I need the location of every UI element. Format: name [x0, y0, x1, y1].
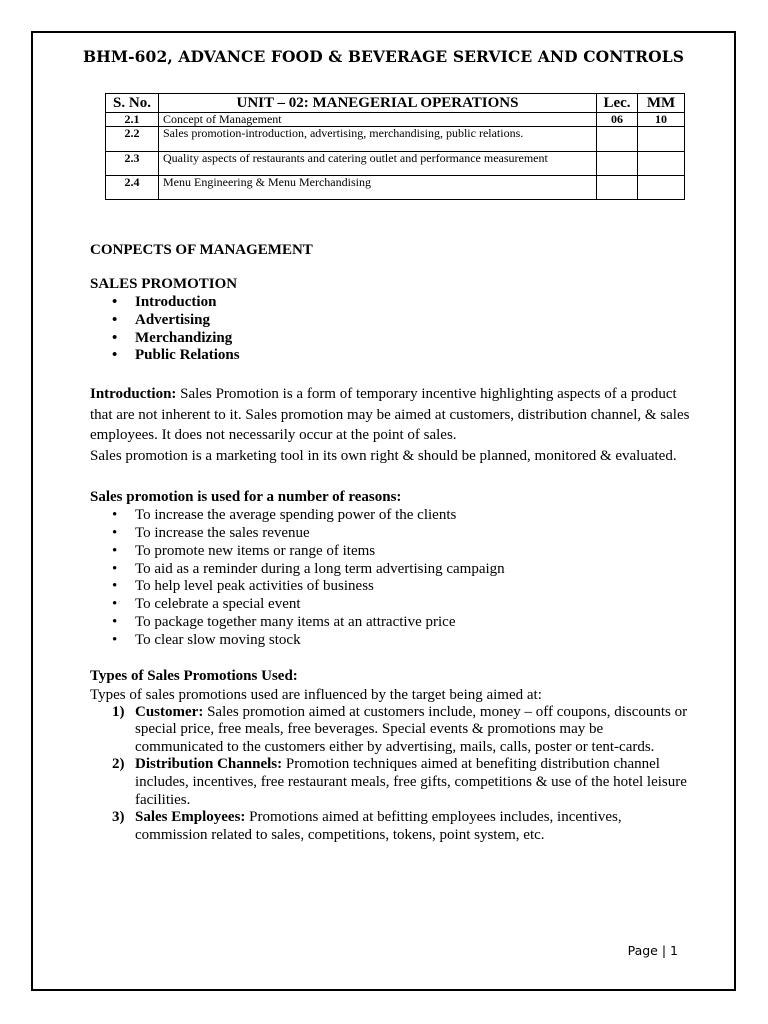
row-topic: Quality aspects of restaurants and catering outlet and performance measurement [159, 152, 597, 176]
item-label: Sales Employees: [135, 809, 246, 826]
header-sno: S. No. [106, 94, 159, 113]
item-number: 1) [112, 703, 125, 720]
table-row [106, 113, 685, 127]
list-item: • To clear slow moving stock [90, 632, 690, 650]
row-topic: Menu Engineering & Menu Merchandising [159, 176, 597, 200]
sales-promotion-heading: SALES PROMOTION [90, 276, 238, 292]
table-row [106, 127, 685, 152]
item-text: Promotion techniques aimed at benefiting distribution channel includes, incentives, free restaurant meals, free gifts, competitions & use of the hotel leisure facilities. [135, 756, 687, 808]
item-number: 2) [112, 756, 125, 773]
row-mm: 10 [638, 113, 685, 127]
list-item: • Introduction [90, 294, 690, 312]
list-item: • To aid as a reminder during a long term advertising campaign [90, 561, 690, 579]
introduction-paragraph-2: Sales promotion is a marketing tool in its own right & should be planned, monitored & evaluated. [90, 447, 677, 464]
list-item: • To increase the sales revenue [90, 525, 690, 543]
row-topic: Concept of Management [159, 113, 597, 127]
table-header-row [106, 94, 685, 113]
list-item: • Merchandizing [90, 330, 690, 348]
types-list [90, 704, 690, 845]
reasons-list [90, 507, 690, 649]
introduction-text: Sales Promotion is a form of temporary incentive highlighting aspects of a product that are not inherent to it. Sales promotion may be aimed at customers, distribution channel, & sales employees. It does not necessarily occur at the point of sales. [90, 386, 690, 444]
sales-promotion-list [90, 294, 690, 365]
list-item: • Public Relations [90, 347, 690, 365]
introduction-paragraph [90, 384, 690, 446]
list-item [90, 809, 690, 844]
row-mm [638, 176, 685, 200]
row-number: 2.4 [106, 176, 159, 200]
list-item: • To celebrate a special event [90, 596, 690, 614]
list-item: • To package together many items at an attractive price [90, 614, 690, 632]
row-lec [597, 127, 638, 152]
page-label: Page [627, 943, 658, 958]
reasons-heading: Sales promotion is used for a number of reasons: [90, 489, 402, 506]
list-item: • To help level peak activities of business [90, 578, 690, 596]
row-lec [597, 176, 638, 200]
list-item: • To promote new items or range of items [90, 543, 690, 561]
types-heading: Types of Sales Promotions Used: [90, 667, 298, 684]
row-topic: Sales promotion-introduction, advertising, merchandising, public relations. [159, 127, 597, 152]
section-heading: CONPECTS OF MANAGEMENT [90, 242, 313, 258]
header-mm: MM [638, 94, 685, 113]
row-lec [597, 152, 638, 176]
page-footer [628, 943, 678, 958]
unit-table [105, 93, 685, 200]
introduction-label: Introduction: [90, 386, 177, 403]
row-lec: 06 [597, 113, 638, 127]
item-label: Customer: [135, 703, 204, 720]
row-number: 2.1 [106, 113, 159, 127]
header-unit: UNIT – 02: MANEGERIAL OPERATIONS [159, 94, 597, 113]
row-number: 2.3 [106, 152, 159, 176]
item-text: Promotions aimed at befitting employees includes, incentives, commission related to sales, competitions, tokens, point system, etc. [135, 809, 622, 843]
list-item [90, 756, 690, 809]
item-text: Sales promotion aimed at customers include, money – off coupons, discounts or special price, free meals, free beverages. Special events & promotions may be communicated to the customers either by advertising, mails, calls, poster or tent-cards. [135, 703, 688, 755]
list-item: • Advertising [90, 312, 690, 330]
row-mm [638, 127, 685, 152]
row-mm [638, 152, 685, 176]
item-number: 3) [112, 809, 125, 826]
header-lec: Lec. [597, 94, 638, 113]
row-number: 2.2 [106, 127, 159, 152]
page-number: 1 [670, 943, 678, 958]
document-body [90, 240, 690, 844]
list-item [90, 704, 690, 757]
types-intro: Types of sales promotions used are influenced by the target being aimed at: [90, 686, 542, 703]
table-row [106, 176, 685, 200]
table-row [106, 152, 685, 176]
list-item: • To increase the average spending power of the clients [90, 507, 690, 525]
document-title: BHM-602, ADVANCE FOOD & BEVERAGE SERVICE AND CONTROLS [82, 47, 685, 66]
item-label: Distribution Channels: [135, 756, 283, 773]
page-separator: | [661, 943, 667, 958]
